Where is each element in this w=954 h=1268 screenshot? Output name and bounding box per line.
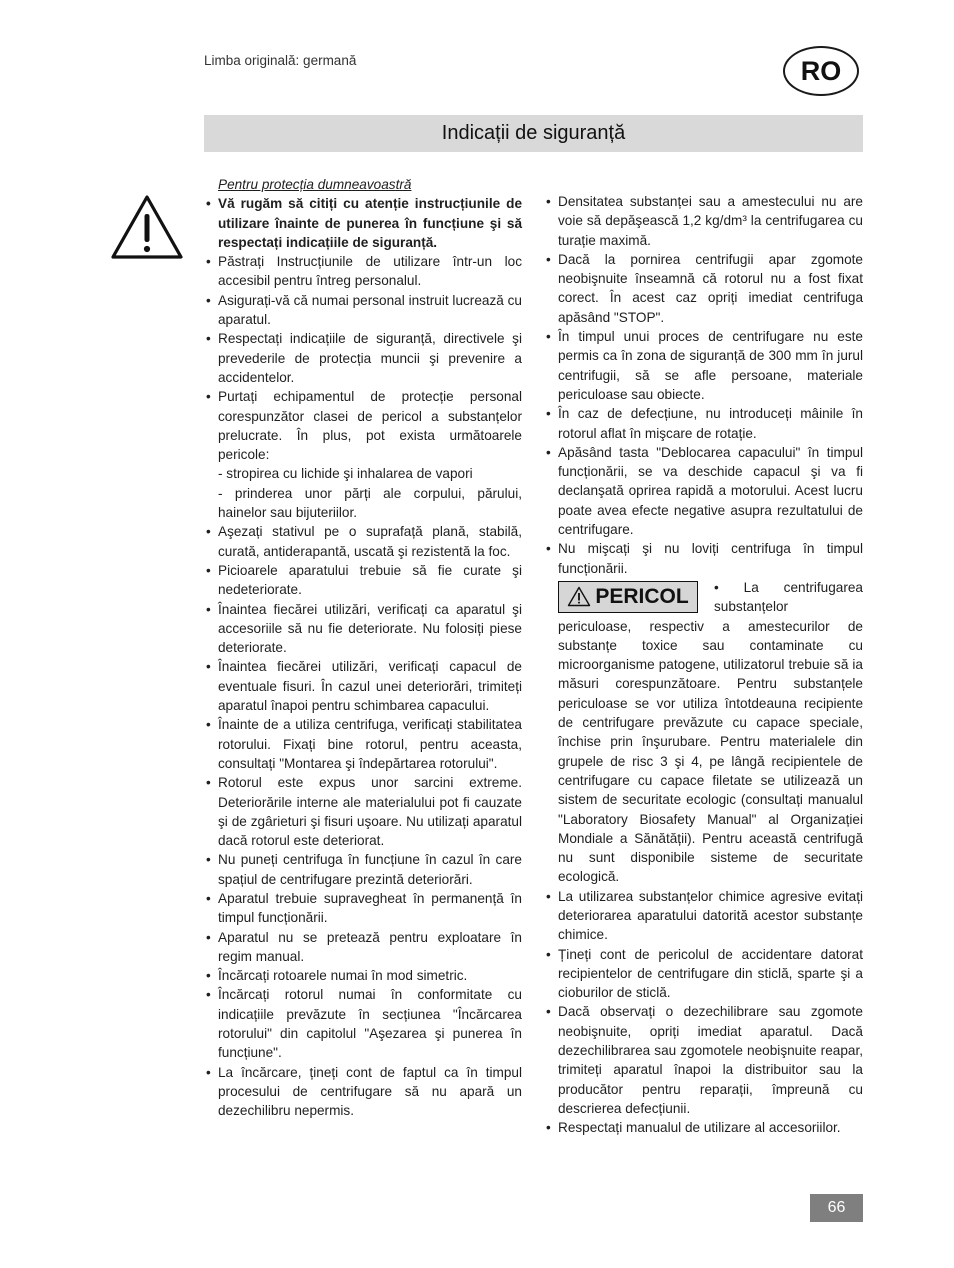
list-item: [544, 250, 863, 327]
list-item: [204, 928, 522, 967]
page-number: 66: [810, 1194, 863, 1222]
list-item: [544, 192, 863, 250]
item-text: Înaintea fiecărei utilizări, verificați ca aparatul şi accesoriile să nu fie deteriorate. Nu folosiți piese deteriorate.: [218, 601, 522, 656]
list-item: [204, 522, 522, 561]
warning-triangle-icon: [567, 586, 591, 607]
item-text: Dacă la pornirea centrifugii apar zgomote neobişnuite înseamnă că rotorul nu a fost fixat corect. În acest caz opriți imediat centrifuga apăsând "STOP".: [558, 251, 863, 325]
item-text: În caz de defecțiune, nu introduceți mâinile în rotorul aflat în mişcare de rotație.: [558, 406, 863, 441]
item-text: Purtați echipamentul de protecție personal corespunzător clasei de pericol a substanțelor prelucrate. În plus, pot exista următoarele pericole:: [218, 389, 522, 463]
list-item: [204, 600, 522, 658]
item-text: La încărcare, țineți cont de faptul ca în timpul procesului de centrifugare să nu apară un dezechilibru nepermis.: [218, 1064, 522, 1119]
item-text: Păstrați Instrucțiunile de utilizare într-un loc accesibil pentru întreg personalul.: [218, 254, 522, 289]
item-text: Vă rugăm să citiți cu atenție instrucțiunile de utilizare înainte de punerea în funcțiune şi să respectați indicațiile de siguranță.: [218, 196, 522, 250]
item-text: Încărcați rotoarele numai în mod simetric.: [218, 968, 468, 984]
hazard-line: - prinderea unor părți ale corpului, părului, hainelor sau bijuteriilor.: [218, 485, 522, 521]
right-list-continued: [544, 887, 863, 1138]
item-text: Nu mişcați şi nu loviți centrifuga în timpul funcționării.: [558, 541, 863, 576]
item-text: Aparatul nu se pretează pentru exploatare în regim manual.: [218, 929, 522, 964]
list-item: [544, 327, 863, 404]
item-text: La utilizarea substanțelor chimice agresive evitați deteriorarea aparatului datorită acestor substanțe chimice.: [558, 888, 863, 943]
right-list: [544, 192, 863, 578]
right-column: [544, 192, 863, 1138]
list-item: [204, 194, 522, 252]
hazard-line: - stropirea cu lichide şi inhalarea de vapori: [218, 466, 473, 482]
item-text: Rotorul este expus unor sarcini extreme. Deteriorările interne ale materialului pot fi cauzate şi de zgârieturi şi fisuri uşoare. Nu utilizați aparatul dacă rotorul este deteriorat.: [218, 775, 522, 849]
item-text: Nu puneți centrifuga în funcțiune în cazul în care spațiul de centrifugare prezintă deteriorări.: [218, 852, 522, 887]
list-item: [544, 945, 863, 1003]
section-title: Indicații de siguranță: [204, 115, 863, 152]
danger-text: • La centrifugarea substanțelor periculoase, respectiv a amestecurilor de substanțe toxice sau contaminate cu microorganisme patogene, utilizatorul trebuie să ia măsuri corespunzătoare. Pentru substanțele periculoase se vor utiliza întotdeauna recipiente de centrifugare prevăzute cu capace speciale, închise prin înşurubare. Pentru materialele din grupele de risc 3 şi 4, pe lângă recipientele de centrifugare cu capace filetate se utilizează un sistem de securitate ecologic (consultați manualul "Laboratory Biosafety Manual" al Organizației Mondiale a Sănătății). Pentru această centrifugă nu sunt disponibile sisteme de securitate ecologică.: [558, 579, 863, 885]
danger-block: [544, 578, 863, 887]
item-text: Dacă observați o dezechilibrare sau zgomote neobişnuite, opriți imediat aparatul. Dacă dezechilibrarea sau zgomotele neobişnuite reapar, trimiteți aparatul înapoi la distribuitor sau la producător pentru reparații, împreună cu descrierea defecțiunii.: [558, 1004, 863, 1116]
item-text: Apăsând tasta "Deblocarea capacului" în timpul funcționării, se va deschide capacul şi va fi declanşată oprirea rapidă a motorului. Acest lucru poate avea efecte negative asupra rezultatului de centrifugare.: [558, 444, 863, 538]
warning-triangle-icon: [110, 194, 184, 260]
item-text: Asigurați-vă că numai personal instruit lucrează cu aparatul.: [218, 292, 522, 328]
list-item: [204, 850, 522, 889]
item-text: Încărcați rotorul numai în conformitate cu indicațiile prevăzute în secțiunea "Încărcarea rotorului" din capitolul "Aşezarea şi punerea în funcțiune".: [218, 987, 522, 1061]
list-item: [544, 887, 863, 945]
list-item: [204, 329, 522, 387]
subheading: Pentru protecția dumneavoastră: [218, 177, 412, 192]
list-item: [544, 443, 863, 539]
list-item: [544, 539, 863, 578]
list-item: [204, 889, 522, 928]
item-text: Respectați indicațiile de siguranță, directivele şi prevederile de protecția muncii şi prevenire a accidentelor.: [218, 331, 522, 385]
list-item: [204, 657, 522, 715]
list-item: [204, 291, 522, 330]
item-text: Aşezați stativul pe o suprafață plană, stabilă, curată, antiderapantă, uscată şi rezistentă la foc.: [218, 524, 522, 559]
left-list: [204, 194, 522, 1120]
list-item: [544, 1002, 863, 1118]
danger-badge: [558, 581, 698, 613]
item-text: Picioarele aparatului trebuie să fie curate şi nedeteriorate.: [218, 562, 522, 598]
list-item: [204, 1063, 522, 1121]
list-item: [204, 966, 522, 985]
list-item: [544, 1118, 863, 1137]
list-item: [204, 985, 522, 1062]
item-text: Respectați manualul de utilizare al accesoriilor.: [558, 1120, 841, 1136]
item-text: Înaintea fiecărei utilizări, verificați capacul de eventuale fisuri. În cazul unei deteriorări, trimiteți aparatul înapoi pentru schimbarea capacului.: [218, 659, 522, 714]
item-text: În timpul unui proces de centrifugare nu este permis ca în zona de siguranță de 300 mm în jurul centrifugii, să se afle persoane, materiale periculoase sau obiecte.: [558, 329, 863, 402]
left-column: [204, 175, 522, 1121]
list-item: [204, 715, 522, 773]
item-text: Înainte de a utiliza centrifuga, verificați stabilitatea rotorului. Fixați bine rotorul, pentru aceasta, consultați "Montarea şi îndepărtarea rotorului".: [218, 717, 522, 771]
language-note: Limba originală: germană: [204, 53, 357, 68]
item-text: Densitatea substanței sau a amestecului nu are voie să depăşească 1,2 kg/dm³ la centrifugarea cu turație maximă.: [558, 194, 863, 248]
list-item: [204, 252, 522, 291]
list-item: [204, 387, 522, 522]
list-item: [204, 561, 522, 600]
list-item: [204, 773, 522, 850]
language-badge: RO: [783, 46, 859, 96]
item-text: Țineți cont de pericolul de accidentare datorat recipientelor de centrifugare din sticlă, sparte şi a cioburilor de sticlă.: [558, 946, 863, 1001]
danger-label: PERICOL: [595, 585, 689, 609]
item-text: Aparatul trebuie supravegheat în permanență în timpul funcționării.: [218, 890, 522, 926]
list-item: [544, 404, 863, 443]
